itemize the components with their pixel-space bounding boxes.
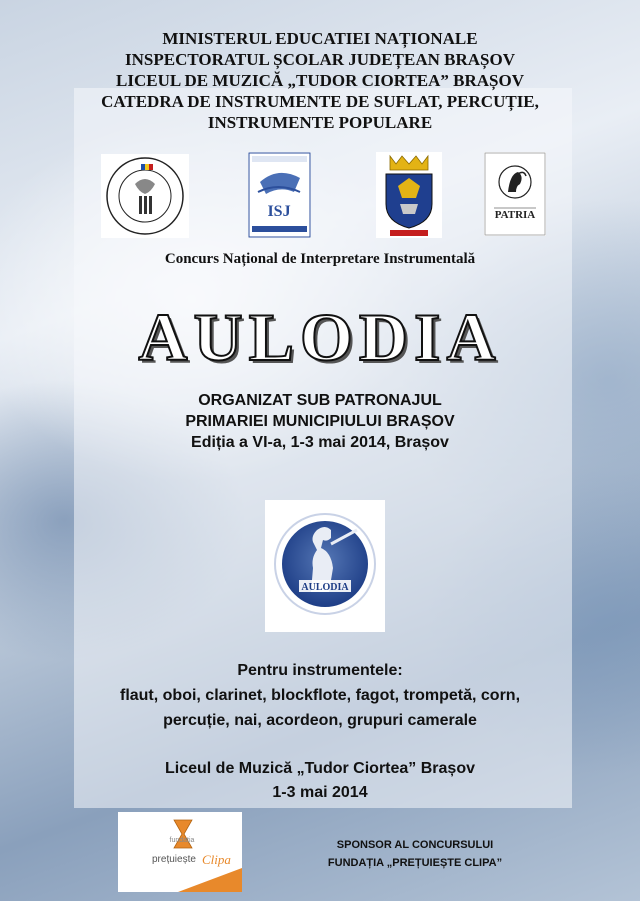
sponsor-text [290, 836, 540, 872]
organized-line-2: PRIMARIEI MUNICIPIULUI BRAȘOV [185, 413, 455, 430]
school-logo [101, 154, 189, 238]
sponsor-logo-text-2: prețuiește [152, 854, 196, 865]
event-title: AULODIA [138, 299, 502, 375]
header-line-department-2: INSTRUMENTE POPULARE [207, 113, 433, 132]
venue-date: 1-3 mai 2014 [272, 784, 368, 801]
contest-subtitle: Concurs Național de Interpretare Instrumentală [164, 251, 476, 267]
venue-block [0, 757, 640, 805]
organized-block [0, 390, 640, 453]
instruments-heading: Pentru instrumentele: [237, 662, 403, 679]
venue-name: Liceul de Muzică „Tudor Ciortea” Brașov [165, 760, 475, 777]
isj-logo [248, 152, 311, 238]
header-line-ministry: MINISTERUL EDUCATIEI NAȚIONALE [162, 29, 478, 48]
coat-of-arms-logo [376, 152, 442, 238]
aulodia-emblem [265, 500, 385, 632]
sponsor-logo-text-3: Clipa [202, 852, 231, 867]
instruments-line-1: flaut, oboi, clarinet, blockflote, fagot, trompetă, corn, [119, 687, 521, 704]
sponsor-logo [118, 812, 242, 892]
header-line-inspectorate: INSPECTORATUL ȘCOLAR JUDEȚEAN BRAȘOV [125, 50, 515, 69]
edition-line: Ediția a VI-a, 1-3 mai 2014, Brașov [191, 434, 449, 451]
emblem-text: AULODIA [301, 582, 349, 593]
header [0, 28, 640, 133]
sponsor-line-2: FUNDAȚIA „PREȚUIEȘTE CLIPA” [327, 857, 503, 869]
header-line-school: LICEUL DE MUZICĂ „TUDOR CIORTEA” BRAȘOV [116, 71, 524, 90]
isj-logo-mark: ISJ [267, 203, 291, 220]
instruments-line-2: percuție, nai, acordeon, grupuri camerale [163, 712, 477, 729]
patria-logo-mark: PATRIA [494, 209, 536, 221]
sponsor-line-1: SPONSOR AL CONCURSULUI [336, 839, 494, 851]
patria-logo [484, 152, 546, 236]
header-line-department: CATEDRA DE INSTRUMENTE DE SUFLAT, PERCUȚIE, [101, 92, 539, 111]
sponsor-logo-text-1: fundația [169, 837, 195, 844]
organized-line-1: ORGANIZAT SUB PATRONAJUL [198, 392, 442, 409]
instruments-block [0, 658, 640, 733]
